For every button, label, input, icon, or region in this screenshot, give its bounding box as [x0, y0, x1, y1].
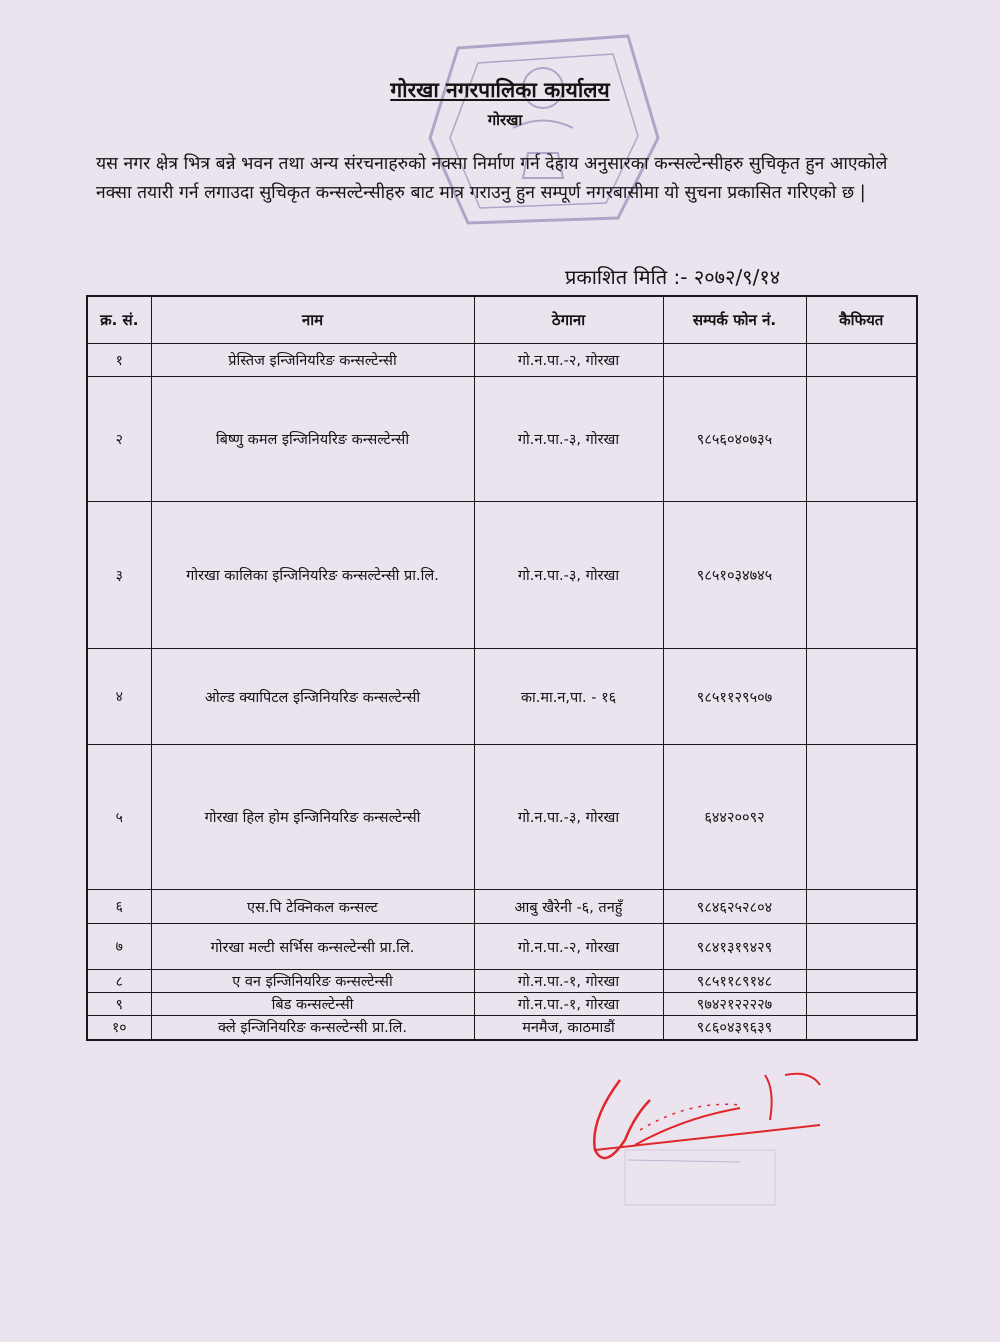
publication-date: प्रकाशित मिति :- २०७२/९/१४ — [565, 265, 781, 289]
serial-cell: १० — [87, 1016, 151, 1040]
remarks-cell — [806, 344, 917, 377]
name-cell: गोरखा मल्टी सर्भिस कन्सल्टेन्सी प्रा.लि. — [151, 924, 474, 970]
name-cell: गोरखा कालिका इन्जिनियरिङ कन्सल्टेन्सी प्रा.लि. — [151, 502, 474, 649]
phone-cell: ९८६०४३९६३९ — [663, 1016, 806, 1040]
remarks-cell — [806, 502, 917, 649]
phone-cell: ९८५१०३४७४५ — [663, 502, 806, 649]
remarks-cell — [806, 377, 917, 502]
address-cell: आबु खैरेनी -६, तनहुँ — [474, 890, 663, 924]
notice-paragraph: यस नगर क्षेत्र भित्र बन्ने भवन तथा अन्य संरचनाहरुको नक्सा निर्माण गर्न देहाय अनुसारका कन्सल्टेन्सीहरु सुचिकृत हुन आएकोले नक्सा तयारी गर्न लगाउदा सुचिकृत कन्सल्टेन्सीहरु बाट मात्र गराउनु हुन सम्पूर्ण नगरबासीमा यो सुचना प्रकासित गरिएको छ | — [96, 154, 888, 203]
name-cell: बिष्णु कमल इन्जिनियरिङ कन्सल्टेन्सी — [151, 377, 474, 502]
serial-cell: ३ — [87, 502, 151, 649]
address-cell: का.मा.न,पा. - १६ — [474, 649, 663, 745]
name-cell: क्ले इन्जिनियरिङ कन्सल्टेन्सी प्रा.लि. — [151, 1016, 474, 1040]
phone-cell — [663, 344, 806, 377]
phone-cell: ६४४२००९२ — [663, 745, 806, 890]
address-cell: मनमैज, काठमाडौं — [474, 1016, 663, 1040]
table-row — [87, 502, 917, 649]
phone-cell: ९८४१३१९४२९ — [663, 924, 806, 970]
office-subtitle: गोरखा — [487, 111, 523, 129]
table-row — [87, 890, 917, 924]
table-row — [87, 970, 917, 993]
phone-cell: ९८५६०४०७३५ — [663, 377, 806, 502]
remarks-cell — [806, 745, 917, 890]
phone-cell: ९८५११२९५०७ — [663, 649, 806, 745]
remarks-cell — [806, 649, 917, 745]
table-row — [87, 344, 917, 377]
phone-cell: ९८४६२५२८०४ — [663, 890, 806, 924]
serial-cell: ९ — [87, 993, 151, 1016]
signature-with-stamp — [580, 1060, 840, 1220]
header-phone: सम्पर्क फोन नं. — [663, 296, 806, 344]
remarks-cell — [806, 924, 917, 970]
serial-cell: ८ — [87, 970, 151, 993]
remarks-cell — [806, 890, 917, 924]
serial-cell: ४ — [87, 649, 151, 745]
address-cell: गो.न.पा.-१, गोरखा — [474, 993, 663, 1016]
header-name: नाम — [151, 296, 474, 344]
address-cell: गो.न.पा.-१, गोरखा — [474, 970, 663, 993]
table-header-row — [87, 296, 917, 344]
phone-cell: ९८५११८९१४८ — [663, 970, 806, 993]
address-cell: गो.न.पा.-३, गोरखा — [474, 745, 663, 890]
serial-cell: ७ — [87, 924, 151, 970]
name-cell: प्रेस्तिज इन्जिनियरिङ कन्सल्टेन्सी — [151, 344, 474, 377]
phone-cell: ९७४२१२२२२७ — [663, 993, 806, 1016]
name-cell: बिड कन्सल्टेन्सी — [151, 993, 474, 1016]
consultancy-table — [86, 295, 918, 1041]
table-row — [87, 1016, 917, 1040]
table-row — [87, 745, 917, 890]
name-cell: ओल्ड क्यापिटल इन्जिनियरिङ कन्सल्टेन्सी — [151, 649, 474, 745]
name-cell: ए वन इन्जिनियरिङ कन्सल्टेन्सी — [151, 970, 474, 993]
table-row — [87, 377, 917, 502]
serial-cell: २ — [87, 377, 151, 502]
serial-cell: ६ — [87, 890, 151, 924]
remarks-cell — [806, 1016, 917, 1040]
address-cell: गो.न.पा.-२, गोरखा — [474, 344, 663, 377]
header-address: ठेगाना — [474, 296, 663, 344]
name-cell: गोरखा हिल होम इन्जिनियरिङ कन्सल्टेन्सी — [151, 745, 474, 890]
address-cell: गो.न.पा.-३, गोरखा — [474, 377, 663, 502]
serial-cell: १ — [87, 344, 151, 377]
address-cell: गो.न.पा.-३, गोरखा — [474, 502, 663, 649]
remarks-cell — [806, 993, 917, 1016]
table-row — [87, 993, 917, 1016]
serial-cell: ५ — [87, 745, 151, 890]
header-serial: क्र. सं. — [87, 296, 151, 344]
office-title: गोरखा नगरपालिका कार्यालय — [390, 78, 610, 102]
address-cell: गो.न.पा.-२, गोरखा — [474, 924, 663, 970]
remarks-cell — [806, 970, 917, 993]
table-row — [87, 649, 917, 745]
table-row — [87, 924, 917, 970]
header-remarks: कैफियत — [806, 296, 917, 344]
name-cell: एस.पि टेक्निकल कन्सल्ट — [151, 890, 474, 924]
